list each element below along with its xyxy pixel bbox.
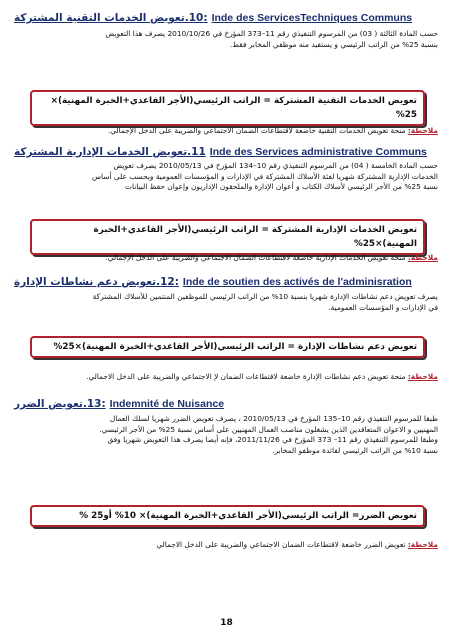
section-12-formula-box: تعويض دعم نشاطات الإدارة = الراتب الرئيسي(الأجر القاعدي+الخبرة المهنية)×25% [30,336,425,358]
note-text: منحة تعويض الخدمات الإدارية خاضعة لاقتطاعات الضمان الاجتماعي والضريبة على الدخل الإجمالي. [105,253,406,262]
page-number: 18 [220,618,233,628]
section-13-formula-box: تعويض الضرر= الراتب الرئيسي(الأجر القاعدي+الخبرة المهنية)× 10% أو25 % [30,505,425,527]
note-text: منحة تعويض الخدمات التقنية خاضعة لاقتطاعات الضمان الاجتماعي والضريبة على الدخل الإجمالي. [107,126,406,135]
section-13-paragraph [14,414,438,456]
section-11-heading [14,146,438,159]
note-label: ملاحظة: [407,372,438,381]
section-10-formula-box: تعويض الخدمات التقنية المشتركة = الراتب الرئيسي(الأجر القاعدي+الخبرة المهنية)× 25% [30,90,425,126]
section-12 [14,276,438,313]
section-10-paragraph [14,29,438,50]
section-10 [14,12,438,50]
note-label: ملاحظة: [407,540,438,549]
paragraph-line: طبقا للمرسوم التنفيذي رقم 10–135 المؤرخ في 2010/05/13 ، يصرف تعويض الضرر شهريا لسلك العمال [109,414,438,423]
section-13-heading-fr: Indemnité de Nuisance [109,398,225,410]
section-12-paragraph [14,292,438,313]
paragraph-line: الخدمات الإدارية المشتركة شهريا لفئة الأسلاك المشتركة في الإدارات و المؤسسات العمومية ويحسب على أساس [91,171,438,181]
section-10-heading-ar: :10.تعويض الخدمات التقنية المشتركة [14,12,208,24]
paragraph-line: نسبة 10% من الراتب الرئيسي لفائدة موظفو المخابر. [272,445,438,455]
section-11-formula-box: تعويض الخدمات الإدارية المشتركة = الراتب الرئيسي(الأجر القاعدي+الخبرة المهنية)×25% [30,219,425,255]
section-12-heading [14,276,438,289]
section-11 [14,146,438,193]
section-13-note [14,540,438,550]
section-10-note [14,126,438,136]
section-13 [14,398,438,456]
paragraph-line: نسبة 25% من الأجر الرئيسي لأسلاك الكتاب و أعوان الإدارة والملحقون الإداريون وإعوان حفظ البيانات [125,182,438,192]
section-10-heading-fr: Inde des ServicesTechniques Communs [211,12,413,24]
section-12-heading-fr: Inde de soutien des activés de l'adminisration [182,276,412,288]
note-label: ملاحظة: [407,253,438,262]
note-text: تعويض الضرر خاضعة لاقتطاعات الضمان الاجتماعي والضريبة على الدخل الاجمالي [156,540,406,549]
note-label: ملاحظة: [407,126,438,135]
section-11-note [14,253,438,263]
section-13-heading-ar: :13.تعويض الضرر [14,398,106,410]
paragraph-line: في الإدارات و المؤسسات العمومية. [328,302,438,312]
paragraph-line: يصرف تعويض دعم نشاطات الإدارة شهريا بنسبة 10% من الراتب الرئيسي للموظفين المنتمين للأسلاك المشتركة [92,292,438,301]
section-11-heading-fr: Inde des Services administrative Communs [209,146,427,158]
note-text: منحة تعويض دعم نشاطات الإدارة خاضعة لاقتطاعات الضمان ﻹ الاجتماعي والضريبة على الدخل الاجمالي. [86,372,406,381]
section-13-heading [14,398,438,411]
paragraph-line: بنسبة 25% من الراتب الرئيسي و يستفيد منه موظفي المخابر فقط. [229,39,438,49]
section-10-heading [14,12,438,25]
section-12-heading-ar: :12.تعويض دعم نشاطات الإدارة [14,276,179,288]
section-11-paragraph [14,161,438,193]
section-11-heading-ar: 11.تعويض الخدمات الإدارية المشتركة [14,146,206,158]
paragraph-line: المهنيين و الاعوان المتعاقدين الذين يشغلون مناصب العمال المهنيين على أساس نسبة 25% من الأجر الرئيسي. [99,424,438,434]
paragraph-line: حسب المادة الثالثة ( 03) من المرسوم التنفيذي رقم 11–373 المؤرخ في 2010/10/26 يصرف هذا التعويض [105,29,438,38]
paragraph-line: وطبقا للمرسوم التنفيذي رقم 11– 373 المؤرخ في 2011/11/26، فإنه أيضا يصرف هذا التعويض شهريا وفق [107,435,438,445]
section-12-note [14,372,438,382]
paragraph-line: حسب المادة الخامسة ( 04) من المرسوم التنفيذي رقم 10–134 المؤرخ في 2010/05/13 يصرف تعويض [113,161,438,170]
